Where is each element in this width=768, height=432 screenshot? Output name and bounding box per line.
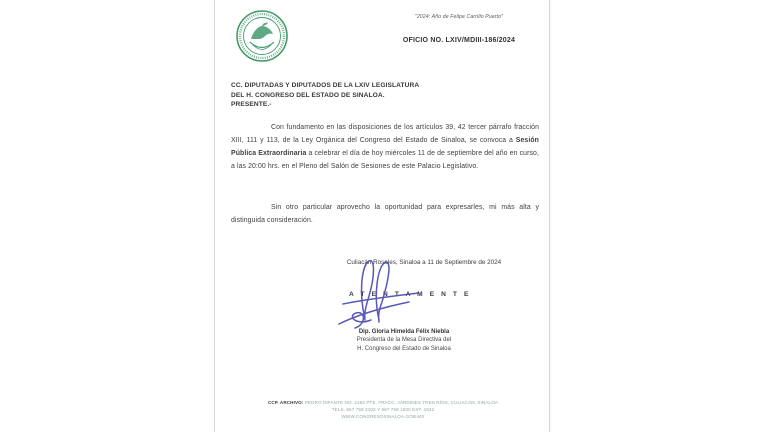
footer-website: WWW.CONGRESOSINALOA.GOB.MX: [341, 414, 425, 419]
body-paragraph-2: Sin otro particular aprovecho la oportunidad para expresarles, mi más alta y distinguida consideración.: [231, 204, 539, 224]
footer-address: PEDRO INFANTE NO. 2155 PTE. FRACC. JARDINES TRES RÍOS, CULIACÁN, SINALOA: [304, 400, 499, 405]
recipient-block: [231, 81, 419, 110]
body-paragraph-1: [231, 121, 539, 173]
signer-title-1: Presidenta de la Mesa Directiva del: [356, 337, 452, 344]
session-name-bold: Sesión Pública Extraordinaria: [231, 137, 539, 157]
ccp-archivo-label: CCP. ARCHIVO:: [267, 400, 304, 405]
signer-title-2: H. Congreso del Estado de Sinaloa: [357, 345, 451, 352]
footer-phones: TELS. 667 758 2102 Y 667 758 1500 EXT. 1842: [331, 407, 435, 412]
letter-footer: [233, 399, 533, 420]
congress-seal-icon: [235, 9, 289, 63]
recipient-line-1: CC. DIPUTADAS Y DIPUTADOS DE LA LXIV LEGISLATURA: [231, 82, 420, 89]
letterhead-right: [375, 14, 543, 44]
paragraph-text: Con fundamento en las disposiciones de los artículos 39, 42 tercer párrafo fracción XIII, 111 y 113, de la Ley Orgánica del Congreso del Estado de Sinaloa, se convoca a: [231, 124, 539, 144]
dateline: Culiacán Rosales, Sinaloa a 11 de Septiembre de 2024: [346, 259, 502, 266]
recipient-line-3: PRESENTE.-: [231, 101, 272, 108]
oficio-number: OFICIO NO. LXIV/MDIII-186/2024: [402, 37, 516, 44]
document-page: [214, 0, 550, 432]
footer-address-line: [233, 399, 533, 406]
signer-block: [311, 328, 497, 353]
annual-motto: "2024: Año de Felipe Carrillo Puerto": [414, 14, 504, 20]
paragraph-text: a celebrar el día de hoy miércoles 11 de de septiembre del año en curso, a las 20:00 hrs. en el Pleno del Salón de Sesiones de este Palacio Legislativo.: [231, 150, 539, 170]
signer-name: Dip. Gloria Himelda Félix Niebla: [358, 329, 450, 335]
salutation: A T E N T A M E N T E: [348, 291, 471, 298]
recipient-line-2: DEL H. CONGRESO DEL ESTADO DE SINALOA.: [231, 91, 385, 99]
